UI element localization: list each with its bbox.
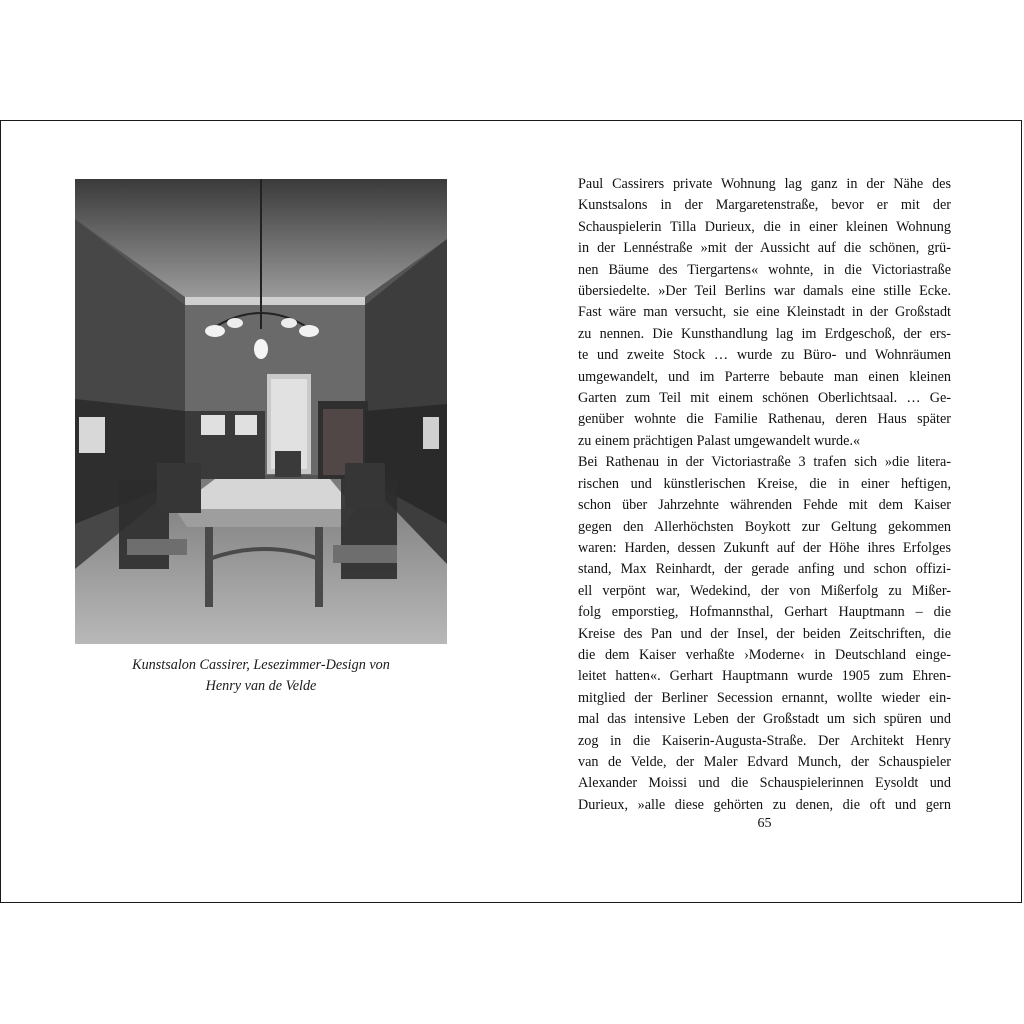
book-spread — [0, 120, 1022, 903]
text-line: genüber wohnte die Familie Rathenau, deren Haus später — [578, 411, 951, 428]
text-line: Bei Rathenau in der Victoriastraße 3 trafen sich »die litera- — [578, 454, 951, 471]
reading-room-photograph — [75, 179, 447, 644]
text-line: übersiedelte. »Der Teil Berlins war damals eine stille Ecke. — [578, 283, 951, 300]
text-line: zu nennen. Die Kunsthandlung lag im Erdgeschoß, der ers- — [578, 325, 951, 342]
text-line: ell verpönt war, Wedekind, der von Mißerfolg zu Mißer- — [578, 582, 951, 599]
photo-caption — [75, 655, 447, 697]
text-line: mal das intensive Leben der Großstadt um sich spüren und — [578, 711, 951, 728]
text-line: Garten zum Teil mit einem schönen Oberlichtsaal. … Ge- — [578, 390, 951, 407]
text-line: umgewandelt, und im Parterre bebaute man einen kleinen — [578, 368, 951, 385]
text-line: Kreise des Pan und der Insel, der beiden Zeitschriften, die — [578, 625, 951, 642]
text-line: mitglied der Berliner Secession ernannt, wollte wieder ein- — [578, 689, 951, 706]
caption-line-1: Kunstsalon Cassirer, Lesezimmer-Design von — [132, 657, 390, 673]
text-line: zu einem prächtigen Palast umgewandelt wurde.« — [578, 432, 861, 449]
photograph-image — [75, 179, 447, 644]
text-line: schon über Jahrzehnte währenden Fehde mit dem Kaiser — [578, 497, 951, 514]
text-line: Paul Cassirers private Wohnung lag ganz in der Nähe des — [578, 176, 951, 192]
text-line: van de Velde, der Maler Edvard Munch, der Schauspieler — [578, 753, 951, 770]
text-line: Kunstsalons in der Margaretenstraße, bevor er mit der — [578, 197, 951, 214]
text-line: nen Bäume des Tiergartens« wohnte, in die Victoriastraße — [578, 261, 951, 278]
text-line: die dem Kaiser verhaßte ›Moderne‹ in Deutschland einge- — [578, 646, 951, 663]
text-line: waren: Harden, dessen Zukunft auf der Höhe ihres Erfolges — [578, 539, 951, 556]
text-line: Durieux, »alle diese gehörten zu denen, die oft und gern — [578, 796, 951, 813]
text-line: rischen und künstlerischen Kreise, die in einer heftigen, — [578, 475, 951, 492]
text-line: stand, Max Reinhardt, der gerade anfing und schon offizi- — [578, 561, 951, 578]
text-line: Alexander Moissi und die Schauspielerinnen Eysoldt und — [578, 775, 951, 792]
text-line: Schauspielerin Tilla Durieux, die in einer kleinen Wohnung — [578, 218, 951, 235]
text-line: folg emporstieg, Hofmannsthal, Gerhart Hauptmann – die — [578, 604, 951, 621]
page-number: 65 — [757, 816, 772, 831]
text-line: gegen den Allerhöchsten Boykott zur Geltung gekommen — [578, 518, 951, 535]
body-text — [578, 174, 951, 816]
text-line: Fast wäre man versucht, sie eine Kleinstadt in der Großstadt — [578, 304, 951, 321]
caption-line-2: Henry van de Velde — [205, 678, 317, 694]
text-line: te und zweite Stock … wurde zu Büro- und Wohnräumen — [578, 347, 951, 364]
text-line: in der Lennéstraße »mit der Aussicht auf die schönen, grü- — [578, 240, 951, 257]
text-line: leitet hatten«. Gerhart Hauptmann wurde 1905 zum Ehren- — [578, 668, 951, 685]
text-line: zog in die Kaiserin-Augusta-Straße. Der Architekt Henry — [578, 732, 951, 749]
